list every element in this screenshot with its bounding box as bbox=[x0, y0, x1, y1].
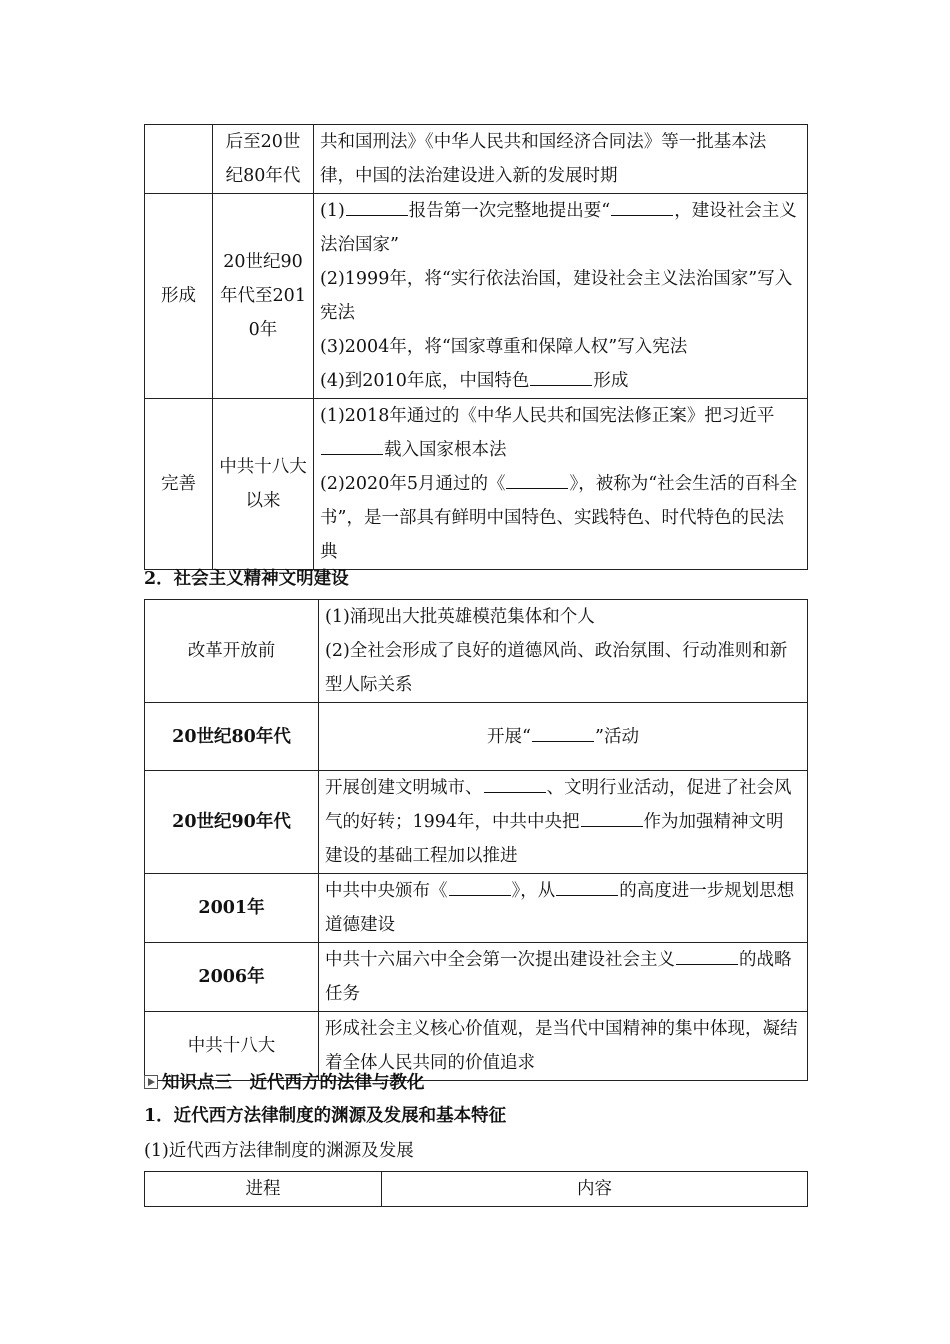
period-cell: 中共十八大以来 bbox=[213, 399, 314, 570]
list-item: (2)2020年5月通过的《 》，被称为“社会生活的百科全书”，是一部具有鲜明中国特色、实践特色、时代特色的民法典 bbox=[320, 467, 801, 569]
content-cell bbox=[314, 194, 808, 399]
period-cell: 中共十八大 bbox=[145, 1012, 319, 1081]
period-cell: 改革开放前 bbox=[145, 600, 319, 703]
list-item: (4)到2010年底，中国特色 形成 bbox=[320, 364, 801, 398]
list-item: (1) 报告第一次完整地提出要“ ，建设社会主义法治国家” bbox=[320, 194, 801, 262]
fill-blank bbox=[556, 878, 618, 896]
table-row bbox=[145, 943, 808, 1012]
list-item: (2)1999年，将“实行依法治国，建设社会主义法治国家”写入宪法 bbox=[320, 269, 793, 323]
table-row bbox=[145, 703, 808, 771]
stage-cell: 完善 bbox=[145, 399, 213, 570]
western-law-table bbox=[144, 1171, 808, 1207]
play-triangle-icon bbox=[144, 1075, 158, 1089]
table-row bbox=[145, 771, 808, 874]
column-header: 内容 bbox=[382, 1172, 808, 1207]
fill-blank bbox=[506, 471, 568, 489]
table-row bbox=[145, 399, 808, 570]
list-item: (1)涌现出大批英雄模范集体和个人 bbox=[325, 607, 595, 627]
section-heading: 2．社会主义精神文明建设 bbox=[144, 569, 349, 589]
content-cell bbox=[319, 600, 808, 703]
table-header-row bbox=[145, 1172, 808, 1207]
period-cell: 2001年 bbox=[145, 874, 319, 943]
list-item: (1)2018年通过的《中华人民共和国宪法修正案》把习近平载入国家根本法 bbox=[320, 406, 775, 460]
period-cell: 20世纪90年代至2010年 bbox=[213, 194, 314, 399]
fill-blank bbox=[581, 809, 643, 827]
subsection-heading: 1．近代西方法律制度的渊源及发展和基本特征 bbox=[144, 1106, 507, 1126]
legal-development-table bbox=[144, 124, 808, 570]
column-header: 进程 bbox=[145, 1172, 382, 1207]
fill-blank bbox=[346, 198, 408, 216]
period-cell: 20世纪80年代 bbox=[145, 703, 319, 771]
content-cell: 形成社会主义核心价值观，是当代中国精神的集中体现，凝结着全体人民共同的价值追求 bbox=[319, 1012, 808, 1081]
stage-cell bbox=[145, 125, 213, 194]
knowledge-point-heading: 知识点三 近代西方的法律与教化 bbox=[144, 1068, 425, 1098]
fill-blank bbox=[321, 437, 383, 455]
period-cell: 后至20世纪80年代 bbox=[213, 125, 314, 194]
period-cell: 20世纪90年代 bbox=[145, 771, 319, 874]
table-row bbox=[145, 874, 808, 943]
spiritual-civilization-table bbox=[144, 599, 808, 1081]
fill-blank bbox=[611, 198, 673, 216]
table-row bbox=[145, 125, 808, 194]
list-item: (2)全社会形成了良好的道德风尚、政治氛围、行动准则和新型人际关系 bbox=[325, 641, 788, 695]
content-cell: 中共十六届六中全会第一次提出建设社会主义 的战略任务 bbox=[319, 943, 808, 1012]
content-cell: 中共中央颁布《 》，从 的高度进一步规划思想道德建设 bbox=[319, 874, 808, 943]
content-cell: 共和国刑法》《中华人民共和国经济合同法》等一批基本法律，中国的法治建设进入新的发展时期 bbox=[314, 125, 808, 194]
content-cell: 开展创建文明城市、 、文明行业活动，促进了社会风气的好转；1994年，中共中央把 作为加强精神文明建设的基础工程加以推进 bbox=[319, 771, 808, 874]
table-row bbox=[145, 600, 808, 703]
content-cell: 开展“ ”活动 bbox=[319, 703, 808, 771]
list-item: (3)2004年，将“国家尊重和保障人权”写入宪法 bbox=[320, 337, 688, 357]
fill-blank bbox=[449, 878, 511, 896]
fill-blank bbox=[532, 724, 594, 742]
sub-subsection-heading: (1)近代西方法律制度的渊源及发展 bbox=[144, 1141, 414, 1161]
fill-blank bbox=[530, 368, 592, 386]
fill-blank bbox=[484, 775, 546, 793]
fill-blank bbox=[676, 947, 738, 965]
content-cell bbox=[314, 399, 808, 570]
period-cell: 2006年 bbox=[145, 943, 319, 1012]
stage-cell: 形成 bbox=[145, 194, 213, 399]
table-row bbox=[145, 194, 808, 399]
